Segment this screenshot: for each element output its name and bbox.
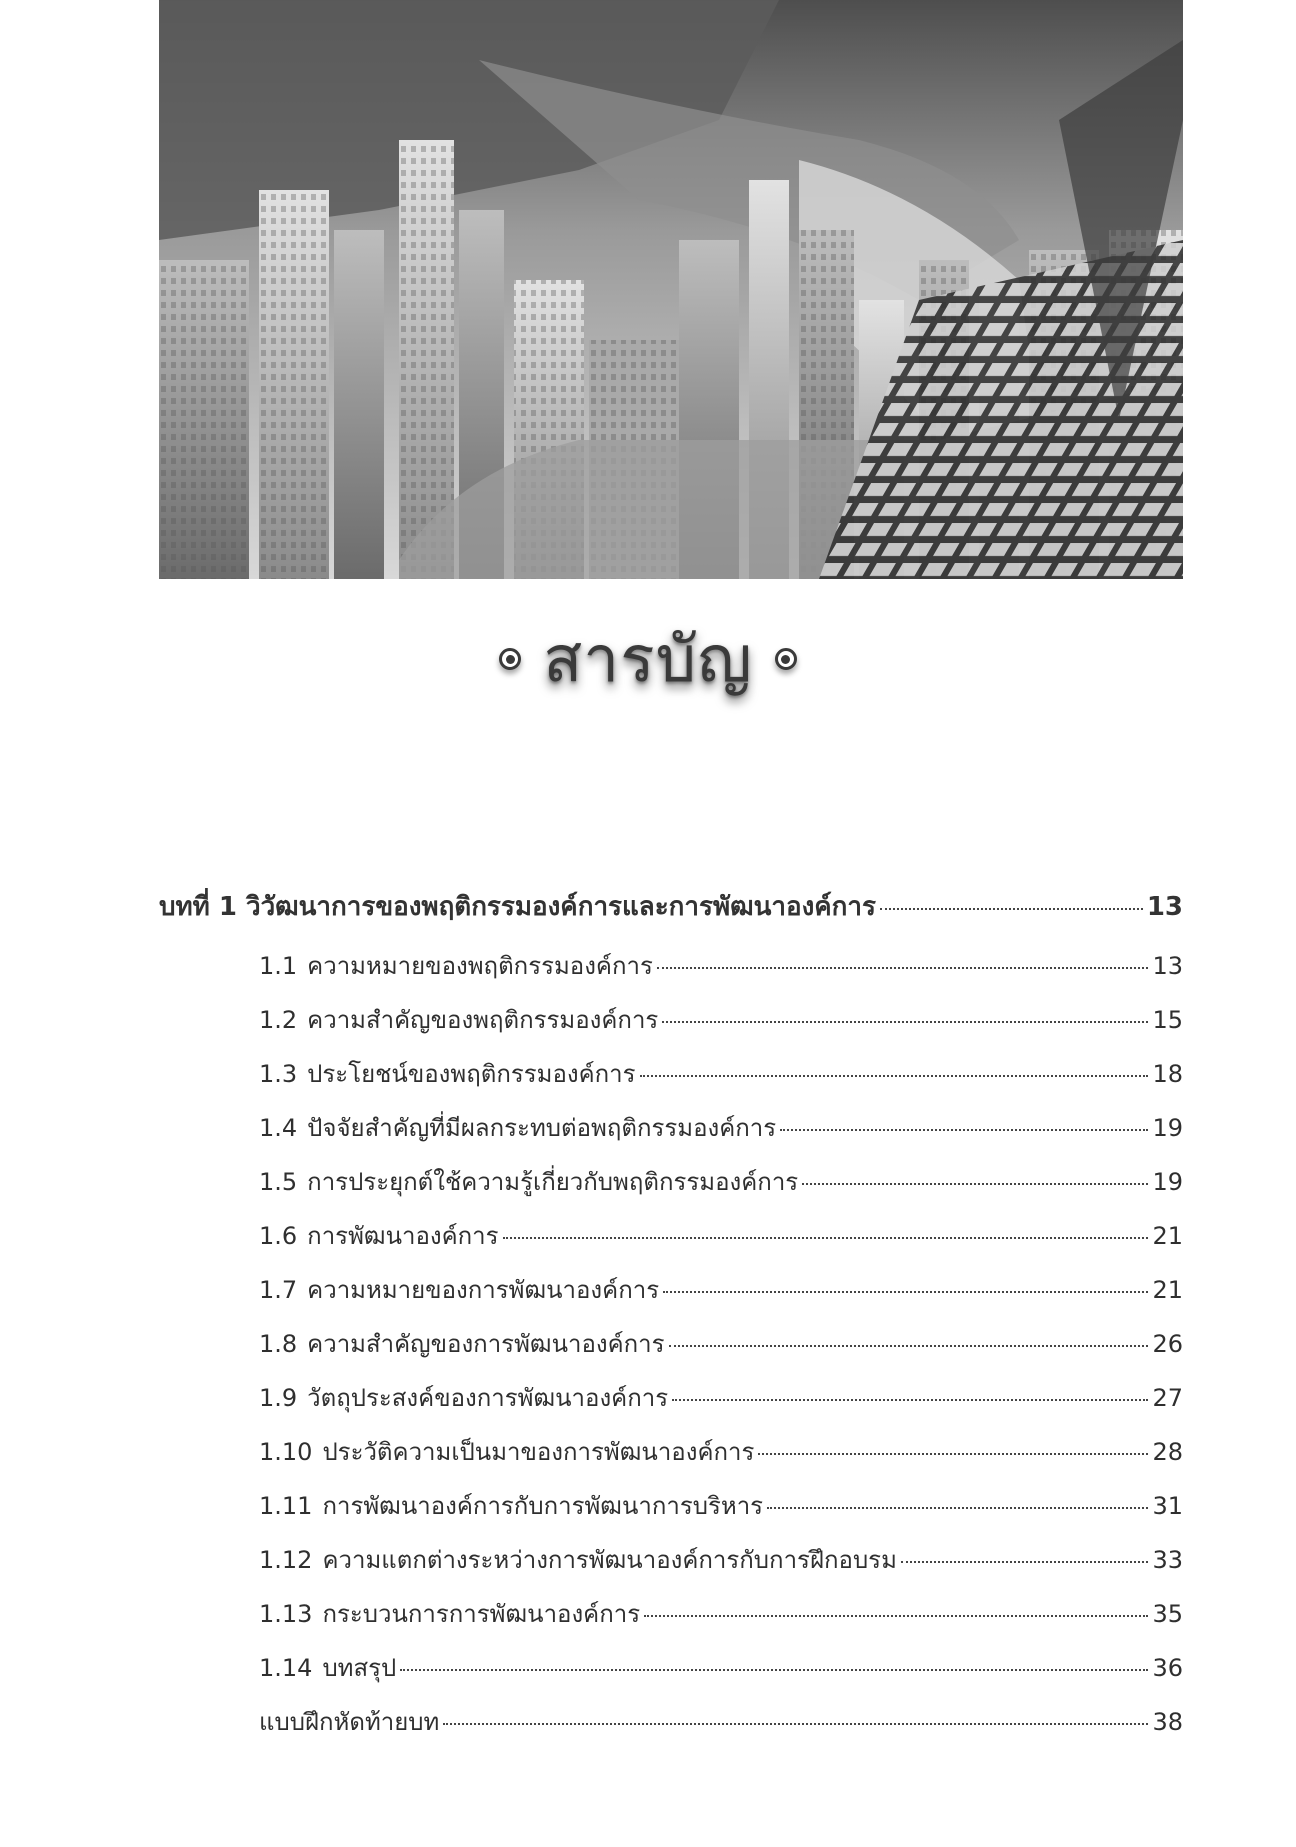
chapter-title: บทที่ 1 วิวัฒนาการของพฤติกรรมองค์การและการพัฒนาองค์การ — [159, 892, 876, 922]
section-number: 1.2 — [259, 1006, 298, 1034]
section-page-number: 21 — [1152, 1222, 1183, 1250]
section-number: 1.12 — [259, 1546, 313, 1574]
toc-section-row[interactable] — [159, 1108, 1183, 1162]
section-title: บทสรุป — [322, 1654, 397, 1682]
dot-leader — [443, 1723, 1148, 1725]
dot-leader — [780, 1129, 1148, 1131]
section-title: ความสำคัญของการพัฒนาองค์การ — [307, 1330, 665, 1358]
section-title: แบบฝึกหัดท้ายบท — [259, 1708, 440, 1736]
bullet-left-icon — [499, 648, 521, 670]
toc-section-row[interactable] — [159, 1594, 1183, 1648]
toc-chapter-row[interactable] — [159, 886, 1183, 946]
section-page-number: 21 — [1152, 1276, 1183, 1304]
toc-section-row[interactable] — [159, 946, 1183, 1000]
section-label — [259, 1540, 897, 1579]
toc-section-row[interactable] — [159, 1270, 1183, 1324]
section-title: ปัจจัยสำคัญที่มีผลกระทบต่อพฤติกรรมองค์การ — [307, 1114, 777, 1142]
dot-leader — [663, 1291, 1148, 1293]
section-title: การพัฒนาองค์การกับการพัฒนาการบริหาร — [322, 1492, 764, 1520]
section-label — [259, 946, 653, 985]
section-title: การพัฒนาองค์การ — [307, 1222, 499, 1250]
section-number: 1.5 — [259, 1168, 298, 1196]
section-page-number: 13 — [1152, 952, 1183, 980]
section-title: ประโยชน์ของพฤติกรรมองค์การ — [307, 1060, 636, 1088]
section-number: 1.8 — [259, 1330, 298, 1358]
section-page-number: 19 — [1152, 1114, 1183, 1142]
section-number: 1.4 — [259, 1114, 298, 1142]
section-number: 1.7 — [259, 1276, 298, 1304]
section-number: 1.10 — [259, 1438, 313, 1466]
section-label — [259, 1000, 658, 1039]
cover-photo — [159, 0, 1183, 579]
toc-section-row[interactable] — [159, 1540, 1183, 1594]
section-number: 1.3 — [259, 1060, 298, 1088]
dot-leader — [758, 1453, 1148, 1455]
section-label — [259, 1108, 776, 1147]
section-page-number: 36 — [1152, 1654, 1183, 1682]
section-page-number: 26 — [1152, 1330, 1183, 1358]
section-title: การประยุกต์ใช้ความรู้เกี่ยวกับพฤติกรรมองค์การ — [307, 1168, 799, 1196]
section-title: ความหมายของพฤติกรรมองค์การ — [307, 952, 653, 980]
dot-leader — [767, 1507, 1148, 1509]
section-number: 1.6 — [259, 1222, 298, 1250]
section-label — [259, 1486, 763, 1525]
section-page-number: 38 — [1152, 1708, 1183, 1736]
section-title: ประวัติความเป็นมาของการพัฒนาองค์การ — [322, 1438, 755, 1466]
section-label — [259, 1432, 754, 1471]
section-page-number: 27 — [1152, 1384, 1183, 1412]
toc-section-row[interactable] — [159, 1432, 1183, 1486]
dot-leader — [503, 1237, 1149, 1239]
section-label — [259, 1378, 668, 1417]
section-label — [259, 1324, 665, 1363]
section-title: กระบวนการการพัฒนาองค์การ — [322, 1600, 641, 1628]
section-label — [259, 1648, 396, 1687]
chapter-page-number: 13 — [1146, 892, 1183, 922]
section-page-number: 35 — [1152, 1600, 1183, 1628]
section-label — [259, 1162, 798, 1201]
section-title: ความแตกต่างระหว่างการพัฒนาองค์การกับการฝึกอบรม — [322, 1546, 897, 1574]
dot-leader — [644, 1615, 1148, 1617]
section-number: 1.11 — [259, 1492, 313, 1520]
city-laptop-illustration — [159, 0, 1183, 579]
dot-leader — [657, 967, 1149, 969]
bullet-right-icon — [775, 648, 797, 670]
dot-leader — [669, 1345, 1149, 1347]
section-label — [259, 1216, 499, 1255]
section-page-number: 31 — [1152, 1492, 1183, 1520]
section-page-number: 28 — [1152, 1438, 1183, 1466]
section-page-number: 19 — [1152, 1168, 1183, 1196]
section-label — [259, 1702, 439, 1741]
toc-section-row[interactable] — [159, 1216, 1183, 1270]
section-label — [259, 1054, 636, 1093]
dot-leader — [662, 1021, 1148, 1023]
page-title: สารบัญ — [543, 623, 753, 697]
section-page-number: 15 — [1152, 1006, 1183, 1034]
dot-leader — [400, 1669, 1148, 1671]
section-title: ความหมายของการพัฒนาองค์การ — [307, 1276, 660, 1304]
toc-section-row[interactable] — [159, 1000, 1183, 1054]
page-title-block — [0, 604, 1296, 714]
dot-leader — [802, 1183, 1148, 1185]
toc-section-row[interactable] — [159, 1486, 1183, 1540]
dot-leader — [901, 1561, 1149, 1563]
toc-section-row[interactable] — [159, 1054, 1183, 1108]
section-title: ความสำคัญของพฤติกรรมองค์การ — [307, 1006, 659, 1034]
toc-section-row[interactable] — [159, 1162, 1183, 1216]
section-label — [259, 1594, 640, 1633]
dot-leader — [880, 908, 1143, 910]
toc-section-row[interactable] — [159, 1648, 1183, 1702]
section-page-number: 33 — [1152, 1546, 1183, 1574]
dot-leader — [640, 1075, 1149, 1077]
section-label — [259, 1270, 659, 1309]
section-number: 1.13 — [259, 1600, 313, 1628]
section-number: 1.14 — [259, 1654, 313, 1682]
section-number: 1.9 — [259, 1384, 298, 1412]
table-of-contents — [159, 886, 1183, 1756]
section-number: 1.1 — [259, 952, 298, 980]
toc-section-row[interactable] — [159, 1324, 1183, 1378]
toc-section-row[interactable] — [159, 1702, 1183, 1756]
dot-leader — [672, 1399, 1148, 1401]
toc-section-row[interactable] — [159, 1378, 1183, 1432]
section-page-number: 18 — [1152, 1060, 1183, 1088]
section-title: วัตถุประสงค์ของการพัฒนาองค์การ — [307, 1384, 669, 1412]
